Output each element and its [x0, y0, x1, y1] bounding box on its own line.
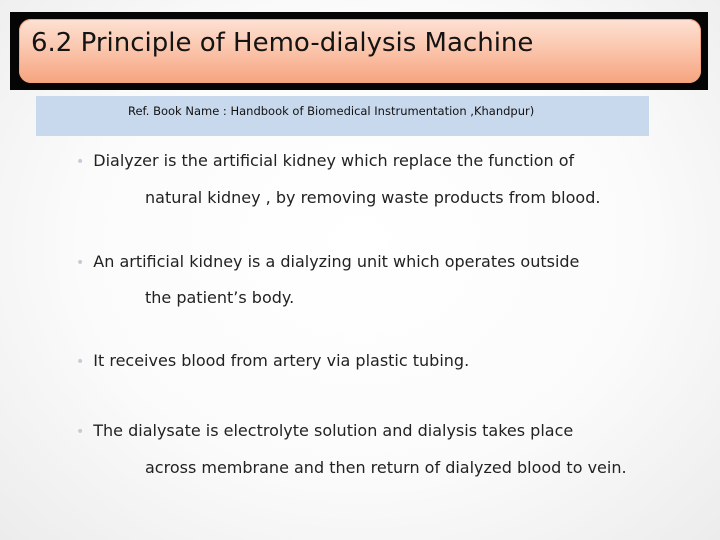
bullet-text: The dialysate is electrolyte solution and dialysis takes place	[93, 421, 574, 440]
bullet-marker-icon: •	[76, 354, 85, 370]
bullet-text: An artificial kidney is a dialyzing unit which operates outside	[93, 252, 580, 271]
bullet-text: It receives blood from artery via plastic tubing.	[93, 351, 470, 370]
bullet-marker-icon: •	[76, 255, 85, 271]
bullet-continuation: natural kidney , by removing waste products from blood.	[145, 188, 601, 207]
bullet-marker-icon: •	[76, 424, 85, 440]
bullet-continuation: across membrane and then return of dialyzed blood to vein.	[145, 458, 627, 477]
bullet-text: Dialyzer is the artificial kidney which replace the function of	[93, 151, 575, 170]
bullet-item-2	[76, 252, 579, 271]
bullet-item-1	[76, 151, 574, 170]
slide-title: 6.2 Principle of Hemo-dialysis Machine	[31, 28, 534, 58]
reference-text: Ref. Book Name : Handbook of Biomedical Instrumentation ,Khandpur)	[128, 104, 535, 118]
bullet-item-3	[76, 351, 469, 370]
bullet-marker-icon: •	[76, 154, 85, 170]
bullet-item-4	[76, 421, 573, 440]
bullet-continuation: the patient’s body.	[145, 288, 295, 307]
